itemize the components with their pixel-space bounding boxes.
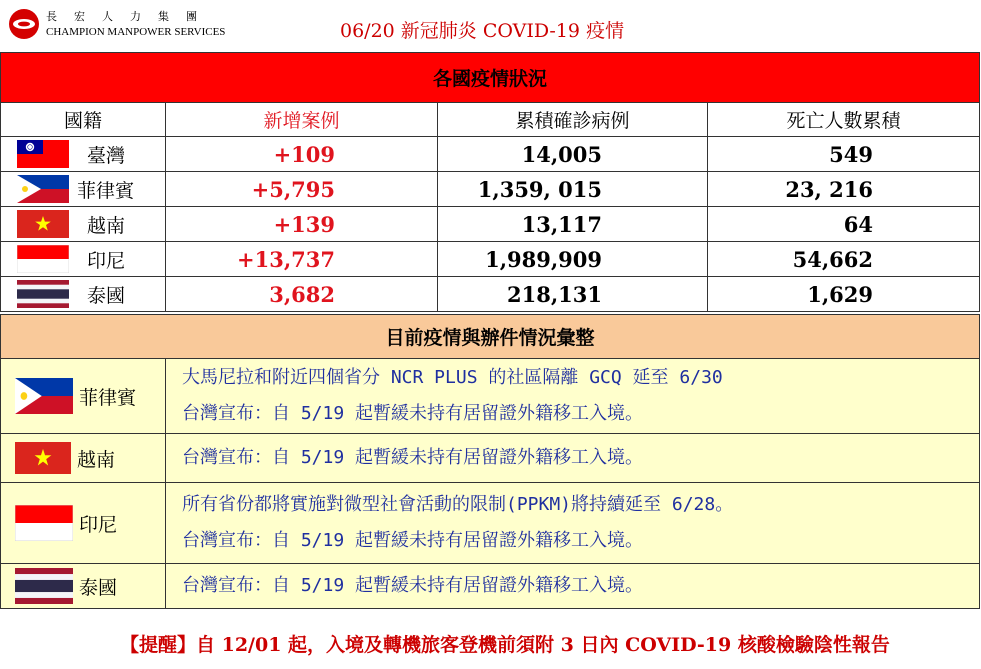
country-name: 越南 <box>77 448 116 471</box>
column-header-nationality: 國籍 <box>1 103 166 137</box>
country-name: 泰國 <box>79 576 118 599</box>
vietnam-flag-icon <box>17 210 69 238</box>
new-cases-value: 3,682 <box>269 281 335 307</box>
philippines-flag-icon <box>15 378 73 414</box>
policy-banner: 目前疫情與辦件情況彙整 <box>1 315 980 359</box>
table-row <box>1 242 980 277</box>
policy-line: 台灣宣布：自 5/19 起暫緩未持有居留證外籍移工入境。 <box>182 447 644 468</box>
deaths-value: 23, 216 <box>785 176 874 202</box>
total-cases-value: 1,989,909 <box>485 246 602 272</box>
deaths-value: 54,662 <box>792 246 874 272</box>
philippines-flag-icon <box>17 175 69 203</box>
deaths-value: 1,629 <box>807 281 874 307</box>
new-cases-value: +5,795 <box>251 176 335 202</box>
total-cases-value: 218,131 <box>507 281 602 307</box>
column-header-total-cases: 累積確診病例 <box>438 103 708 137</box>
policy-row <box>1 359 980 434</box>
policy-line: 台灣宣布：自 5/19 起暫緩未持有居留證外籍移工入境。 <box>182 530 644 551</box>
table-row <box>1 137 980 172</box>
champion-logo-icon <box>8 8 40 40</box>
policy-line: 大馬尼拉和附近四個省分 NCR PLUS 的社區隔離 GCQ 延至 6/30 <box>182 367 723 388</box>
new-cases-value: +139 <box>273 211 335 237</box>
new-cases-value: +13,737 <box>237 246 335 272</box>
policy-row <box>1 483 980 564</box>
indonesia-flag-icon <box>15 505 73 541</box>
thailand-flag-icon <box>15 568 73 604</box>
country-name: 菲律賓 <box>79 386 137 409</box>
country-name: 臺灣 <box>87 144 126 167</box>
thailand-flag-icon <box>17 280 69 308</box>
policy-line: 台灣宣布：自 5/19 起暫緩未持有居留證外籍移工入境。 <box>182 575 644 596</box>
policy-row <box>1 564 980 609</box>
policy-line: 所有省份都將實施對微型社會活動的限制(PPKM)將持續延至 6/28。 <box>182 494 734 515</box>
stats-banner: 各國疫情狀況 <box>1 53 980 103</box>
total-cases-value: 1,359, 015 <box>477 176 602 202</box>
table-row <box>1 172 980 207</box>
deaths-value: 549 <box>829 141 874 167</box>
new-cases-value: +109 <box>273 141 335 167</box>
brand-english-name: CHAMPION MANPOWER SERVICES <box>46 26 226 38</box>
policy-row <box>1 434 980 483</box>
total-cases-value: 13,117 <box>521 211 602 237</box>
taiwan-flag-icon <box>17 140 69 168</box>
table-row <box>1 207 980 242</box>
page-header <box>0 0 981 50</box>
vietnam-flag-icon <box>15 442 71 474</box>
country-name: 印尼 <box>87 249 126 272</box>
column-header-new-cases: 新增案例 <box>166 103 438 137</box>
policy-line: 台灣宣布：自 5/19 起暫緩未持有居留證外籍移工入境。 <box>182 403 644 424</box>
country-name: 泰國 <box>87 284 126 307</box>
column-header-deaths: 死亡人數累積 <box>708 103 980 137</box>
covid-stats-table <box>0 52 980 312</box>
deaths-value: 64 <box>843 211 874 237</box>
entry-reminder: 【提醒】自 12/01 起，入境及轉機旅客登機前須附 3 日內 COVID-19 核酸檢驗陰性報告 <box>120 634 890 656</box>
page-title: 06/20 新冠肺炎 COVID-19 疫情 <box>340 20 625 42</box>
country-name: 印尼 <box>79 513 118 536</box>
total-cases-value: 14,005 <box>521 141 602 167</box>
brand-chinese-name: 長宏人力集團 <box>46 10 214 23</box>
country-name: 菲律賓 <box>77 179 135 202</box>
policy-summary-table <box>0 314 980 609</box>
country-name: 越南 <box>87 214 126 237</box>
indonesia-flag-icon <box>17 245 69 273</box>
table-row <box>1 277 980 312</box>
